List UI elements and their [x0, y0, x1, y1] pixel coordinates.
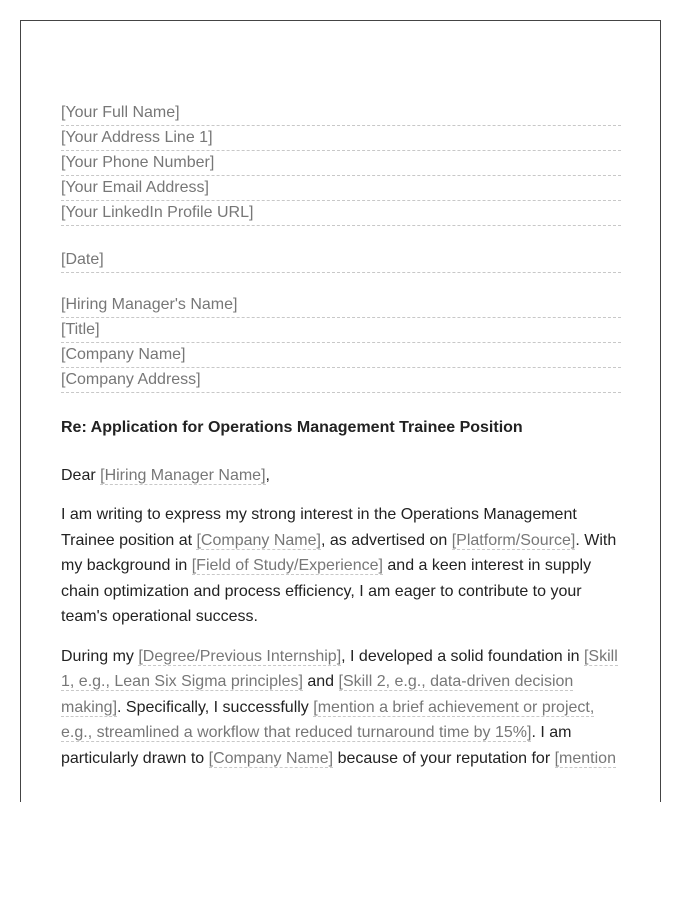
recipient-name-field[interactable]: [Hiring Manager's Name] — [61, 293, 621, 318]
spacer — [61, 226, 621, 248]
skill-1-placeholder[interactable]: [Skill 1, e.g., Lean Six Sigma principles] — [61, 647, 618, 690]
paragraph-text: and a keen interest in supply chain optimization and process efficiency, I am eager to contribute to your team's operational success. — [61, 557, 592, 625]
company-name-placeholder[interactable]: [Company Name] — [196, 531, 321, 549]
paragraph-text: I am writing to express my strong interest in the Operations Management Trainee position at — [61, 506, 577, 549]
paragraph-text: , as advertised on — [320, 531, 452, 549]
sender-block — [61, 101, 621, 226]
paragraph-text: and — [302, 673, 339, 690]
spacer — [61, 273, 621, 293]
company-name-placeholder[interactable]: [Company Name] — [208, 749, 334, 767]
paragraph-text: . Specifically, I successfully — [117, 698, 314, 716]
paragraph-text: . With my background in — [61, 531, 617, 574]
letter-page — [20, 20, 661, 802]
achievement-placeholder[interactable]: [mention a brief achievement or project, e.g., streamlined a workflow that reduced turnaround time by 15%] — [61, 698, 595, 741]
degree-internship-placeholder[interactable]: [Degree/Previous Internship] — [138, 647, 342, 665]
recipient-title-field[interactable]: [Title] — [61, 318, 621, 343]
platform-source-placeholder[interactable]: [Platform/Source] — [451, 531, 576, 549]
paragraph-text: . I am particularly drawn to — [61, 724, 572, 767]
recipient-address-field[interactable]: [Company Address] — [61, 368, 621, 393]
salutation-suffix: , — [265, 467, 270, 484]
date-field[interactable]: [Date] — [61, 248, 621, 273]
salutation — [61, 463, 621, 488]
body-paragraph-2 — [61, 644, 621, 772]
recipient-block — [61, 293, 621, 393]
sender-email-field[interactable]: [Your Email Address] — [61, 176, 621, 201]
sender-full-name-field[interactable]: [Your Full Name] — [61, 101, 621, 126]
sender-phone-field[interactable]: [Your Phone Number] — [61, 151, 621, 176]
salutation-name-placeholder[interactable]: [Hiring Manager Name] — [100, 467, 266, 484]
sender-linkedin-field[interactable]: [Your LinkedIn Profile URL] — [61, 201, 621, 226]
paragraph-text: , I developed a solid foundation in — [341, 647, 584, 665]
field-of-study-placeholder[interactable]: [Field of Study/Experience] — [191, 557, 383, 574]
reputation-placeholder[interactable]: [mention — [554, 749, 616, 767]
subject-line: Re: Application for Operations Management Trainee Position — [61, 419, 523, 436]
recipient-company-field[interactable]: [Company Name] — [61, 343, 621, 368]
paragraph-text: because of your reputation for — [333, 749, 555, 767]
skill-2-placeholder[interactable]: [Skill 2, e.g., data-driven decision making] — [61, 673, 574, 716]
salutation-prefix: Dear — [61, 467, 101, 484]
body-paragraph-1 — [61, 502, 621, 630]
sender-address-field[interactable]: [Your Address Line 1] — [61, 126, 621, 151]
letter-content — [61, 101, 621, 771]
paragraph-text: During my — [61, 647, 139, 665]
